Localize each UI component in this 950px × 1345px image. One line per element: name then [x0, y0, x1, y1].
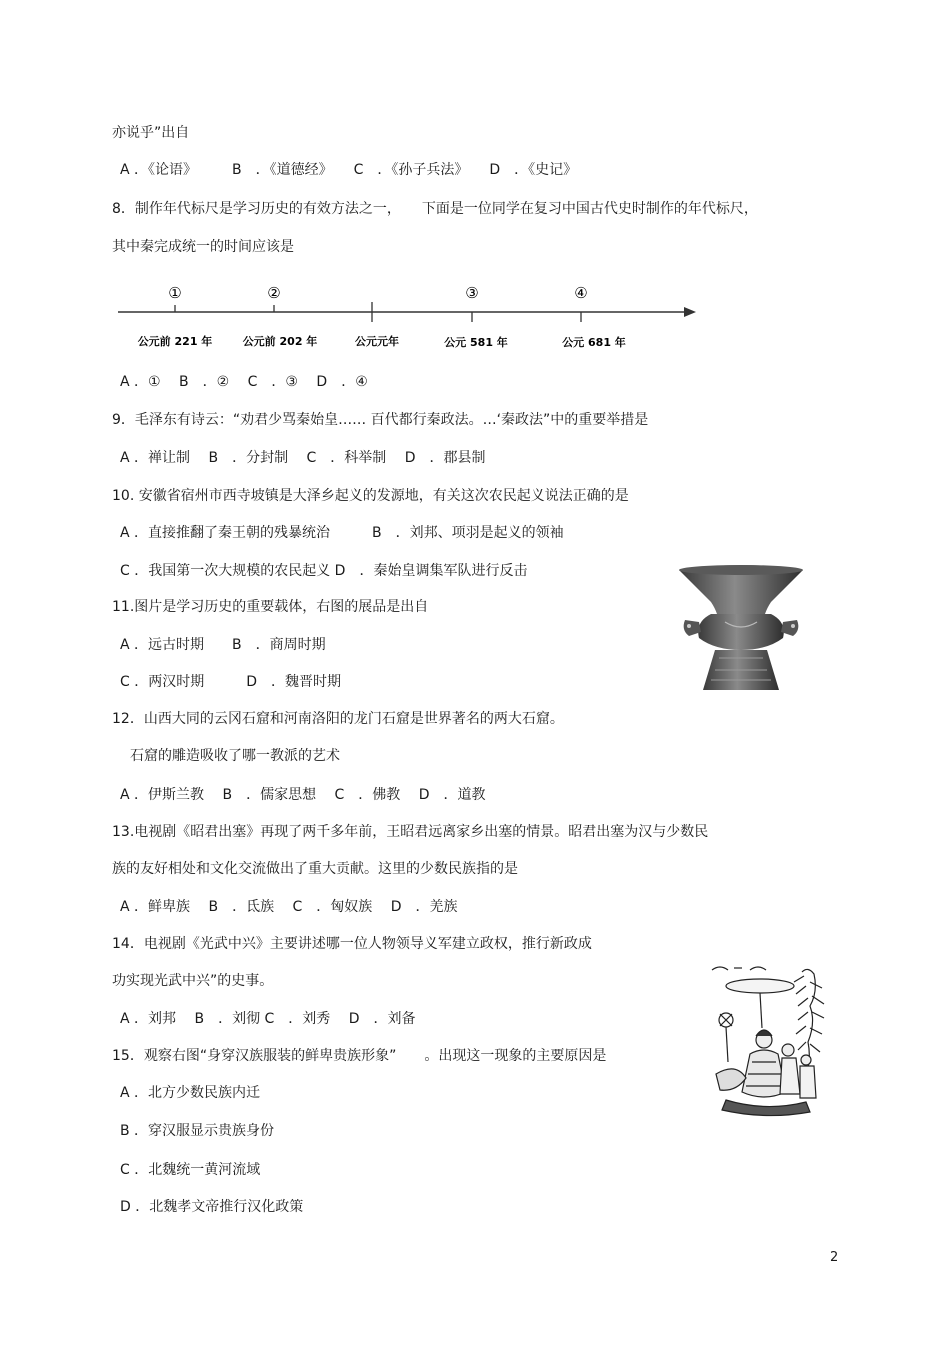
timeline-label-4: 公元 581 年 [444, 336, 508, 349]
q14-options: A ．刘邦 B ．刘彻 C ．刘秀 D ．刘备 [120, 1011, 416, 1027]
q15-option-b: B ．穿汉服显示贵族身份 [120, 1123, 275, 1139]
q12-options: A ．伊斯兰教 B ．儒家思想 C ．佛教 D ．道教 [120, 787, 486, 803]
q15-option-c: C ．北魏统一黄河流域 [120, 1162, 261, 1178]
q8-stem-2: 其中秦完成统一的时间应该是 [112, 239, 294, 255]
q10-options-ab: A ．直接推翻了秦王朝的残暴统治 B ．刘邦、项羽是起义的领袖 [120, 525, 564, 541]
q15-option-a: A ．北方少数民族内迁 [120, 1085, 261, 1101]
timeline-label-1: 公元前 221 年 [137, 335, 213, 348]
q10-options-cd: C ．我国第一次大规模的农民起义 D ．秦始皇调集军队进行反击 [120, 563, 528, 579]
q14-stem-2: 功实现光武中兴”的史事。 [112, 973, 274, 989]
q12-stem-2: 石窟的雕造吸收了哪一教派的艺术 [130, 748, 340, 764]
q15-option-d: D ．北魏孝文帝推行汉化政策 [120, 1199, 304, 1215]
xianbei-noble-image [706, 962, 834, 1120]
q15-stem: 15．观察右图“身穿汉族服装的鲜卑贵族形象” 。出现这一现象的主要原因是 [112, 1048, 607, 1064]
q9-stem: 9．毛泽东有诗云：“劝君少骂秦始皇…… 百代都行秦政法。…‘秦政法”中的重要举措是 [112, 412, 649, 428]
q9-options: A ．禅让制 B ．分封制 C ．科举制 D ．郡县制 [120, 450, 486, 466]
timeline-label-2: 公元前 202 年 [242, 335, 318, 348]
page-number: 2 [830, 1250, 839, 1265]
q7-options: A ．《论语》 B ．《道德经》 C ．《孙子兵法》 D ．《史记》 [120, 162, 578, 178]
q11-stem: 11.图片是学习历史的重要载体，右图的展品是出自 [112, 599, 429, 615]
timeline-marker-4: ④ [574, 284, 588, 302]
q11-options-ab: A ．远古时期 B ．商周时期 [120, 637, 326, 653]
timeline-marker-1: ① [168, 284, 182, 302]
q13-stem-1: 13.电视剧《昭君出塞》再现了两千多年前，王昭君远离家乡出塞的情景。昭君出塞为汉与少数民 [112, 824, 709, 840]
q11-options-cd: C ．两汉时期 D ．魏晋时期 [120, 674, 342, 690]
timeline-marker-2: ② [267, 284, 281, 302]
q13-options: A ．鲜卑族 B ．氐族 C ．匈奴族 D ．羌族 [120, 899, 458, 915]
q13-stem-2: 族的友好相处和文化交流做出了重大贡献。这里的少数民族指的是 [112, 861, 518, 877]
q14-stem-1: 14．电视剧《光武中兴》主要讲述哪一位人物领导义军建立政权，推行新政成 [112, 936, 592, 952]
timeline-label-3: 公元元年 [355, 335, 399, 348]
timeline-figure [112, 278, 702, 358]
q8-options: A ．① B ．② C ．③ D ．④ [120, 374, 368, 390]
q8-stem-1: 8．制作年代标尺是学习历史的有效方法之一， 下面是一位同学在复习中国古代史时制作的年代标尺， [112, 201, 758, 217]
q12-stem-1: 12．山西大同的云冈石窟和河南洛阳的龙门石窟是世界著名的两大石窟。 [112, 711, 564, 727]
bronze-zun-vessel-image [675, 562, 807, 694]
q10-stem: 10. 安徽省宿州市西寺坡镇是大泽乡起义的发源地，有关这次农民起义说法正确的是 [112, 488, 629, 504]
q7-tail: 亦说乎”出自 [112, 125, 190, 141]
timeline-marker-3: ③ [465, 284, 479, 302]
timeline-label-5: 公元 681 年 [562, 336, 626, 349]
